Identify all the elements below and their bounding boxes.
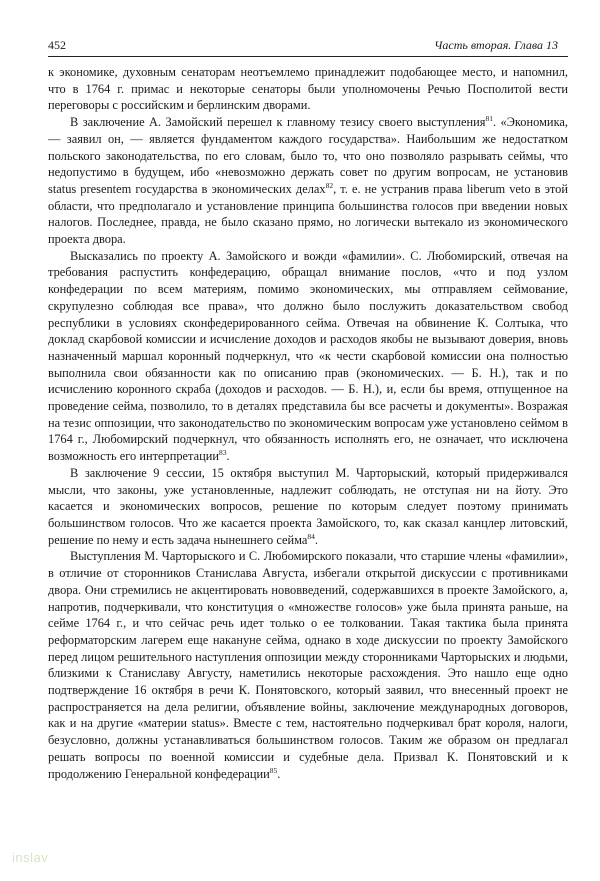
footnote-ref[interactable]: 84 (307, 531, 315, 541)
watermark: inslav (12, 850, 49, 865)
paragraph-text: Выступления М. Чарторыского и С. Любомирского показали, что старшие члены «фамилии», в отличие от сторонников Станислава Августа, избегали открытой дискуссии с противниками двора. Они стремились не акцентировать нововведений, содержавшихся в проекте Замойского, а, напротив, подчеркивали, что конституция о «множестве голосов» уже была принята раньше, на сейме 1764 г., и что сейчас речь идет только о ее толковании. Такая тактика была принята реформаторским лагерем еще накануне сейма, однако в ходе дискуссии по проекту Замойского перед лицом решительного наступления оппозиции между сторонниками Чарторыских и людьми, близкими к Станиславу Августу, наметились некоторые расхождения. Это нашло еще одно подтверждение 16 октября в речи К. Понятовского, который заявил, что внесенный проект не распространяется на дела религии, объявление войны, заключение международных договоров, как и на другие «материи status». Вместе с тем, настоятельно подчеркивал брат короля, налоги, безусловно, должны устанавливаться большинством голосов. Таким же образом он предлагал решать вопросы по военной комиссии и судебные дела. Призвал К. Понятовский и к продолжению Генеральной конфедерации (48, 549, 568, 781)
footnote-ref[interactable]: 83 (219, 448, 227, 458)
body-text (48, 64, 568, 782)
paragraph-text: . (226, 449, 230, 464)
paragraph-text: . (277, 766, 281, 781)
book-page (48, 38, 568, 782)
paragraph-text: к экономике, духовным сенаторам неотъемлемо принадлежит подобающее место, и напомнил, что в 1764 г. примас и некоторые сенаторы были уполномочены Речью Посполитой вести переговоры с российским и берлинским дворами. (48, 65, 568, 113)
paragraph-text: В заключение 9 сессии, 15 октября выступил М. Чарторыский, который придерживался мысли, что законы, уже установленные, надлежит соблюдать, не отступая ни на йоту. Это касается и экономических вопросов, решение по которым следует поэтому принимать большинством голосов. Что же касается проекта Замойского, то, как сказал канцлер литовский, решение по нему и есть задача нынешнего сейма (48, 465, 568, 547)
paragraph-1 (48, 64, 568, 114)
paragraph-text: Высказались по проекту А. Замойского и вожди «фамилии». С. Любомирский, отвечая на требования распустить конфедерацию, обращал внимание послов, «что и под узлом конфедерации по всем материям, помимо экономических, мы отправляем сеймование, скрупулезно соблюдая все права», что должно было послужить доказательством свобод республики в условиях сконфедерированного сейма. Отвечая на обвинение К. Солтыка, что доклад скарбовой комиссии и исчисление доходов и расходов якобы не вызывают доверия, вновь назначенный маршал коронный подчеркнул, что «к чести скарбовой комиссии она полностью выполнила свои обязанности как по описанию прав (экономических. — Б. Н.), так и по исчислению коронного скраба (доходов и расходов. — Б. Н.), и, если бы время, отпущенное на проведение сейма, позволило, то в деталях представила бы все расчеты и документы». Возражая на тезис оппозиции, что законодательство по экономическим вопросам уже установлено сеймом в 1764 г., Любомирский подчеркнул, что обязанность исполнять его, не означает, что исключена возможность его интерпретации (48, 248, 568, 464)
page-number: 452 (48, 38, 66, 52)
paragraph-5 (48, 548, 568, 782)
running-title: Часть вторая. Глава 13 (434, 38, 558, 52)
paragraph-4 (48, 465, 568, 549)
paragraph-3 (48, 248, 568, 465)
page-header (48, 38, 568, 57)
paragraph-2 (48, 114, 568, 248)
paragraph-text: . (314, 532, 318, 547)
footnote-ref[interactable]: 81 (485, 114, 494, 124)
paragraph-text: , т. е. не устранив права liberum veto в этой области, что предполагало и установление принципа большинства голосов при введении новых налогов. Последнее, правда, не было сказано прямо, но логически вытекало из экономического проекта двора. (48, 181, 568, 247)
paragraph-text: . «Экономика, — заявил он, — является фундаментом каждого государства». Наибольшим же недостатком польского законодательства, по его словам, было то, что оно позволяло разрывать сеймы, что недопустимо в будущем, ибо «невозможно держать совет по другим вопросам, не установив status presentem государства в экономических делах (48, 115, 568, 196)
footnote-ref[interactable]: 82 (325, 180, 334, 190)
paragraph-text: В заключение А. Замойский перешел к главному тезису своего выступления (70, 115, 486, 130)
footnote-ref[interactable]: 85 (269, 765, 278, 775)
